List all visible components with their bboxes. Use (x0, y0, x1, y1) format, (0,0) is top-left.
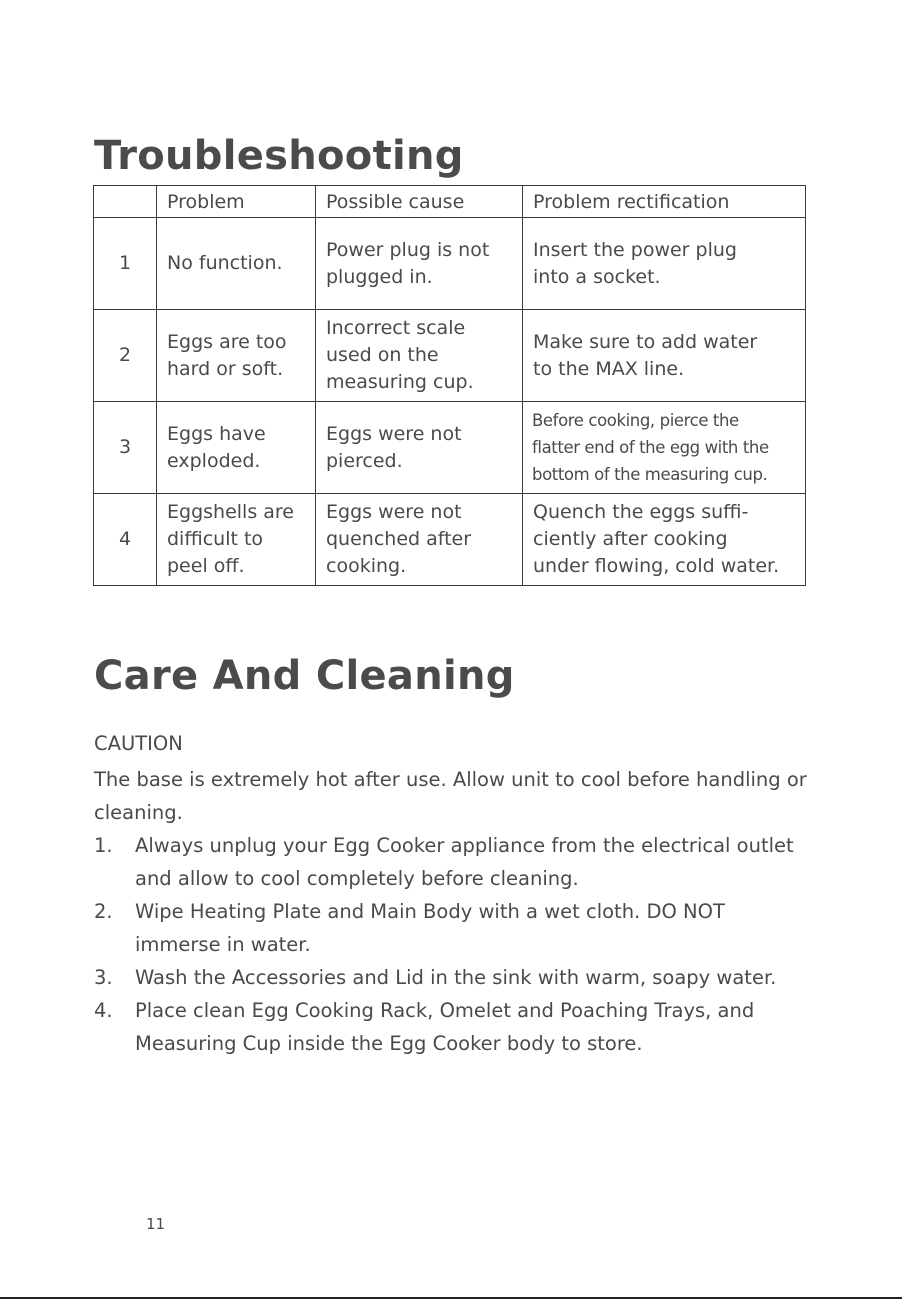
step-number: 1. (94, 834, 113, 857)
row-rectification: Quench the eggs suffi- ciently after cooking under flowing, cold water. (523, 494, 806, 586)
row-cause: Eggs were not pierced. (316, 402, 523, 494)
page-number: 11 (146, 1215, 166, 1233)
troubleshooting-title: Troubleshooting (94, 133, 464, 179)
list-item (94, 994, 814, 1060)
row-cause: Power plug is not plugged in. (316, 218, 523, 310)
row-problem: Eggs have exploded. (157, 402, 316, 494)
header-cause: Possible cause (316, 186, 523, 218)
list-item (94, 961, 814, 994)
step-text: Place clean Egg Cooking Rack, Omelet and Poaching Trays, and Measuring Cup inside the Egg Cooker body to store. (135, 999, 755, 1055)
caution-label: CAUTION (94, 732, 183, 755)
step-number: 4. (94, 999, 113, 1022)
row-problem: Eggshells are difficult to peel off. (157, 494, 316, 586)
row-problem: Eggs are too hard or soft. (157, 310, 316, 402)
row-rectification: Before cooking, pierce the flatter end of the egg with the bottom of the measuring cup. (523, 402, 806, 494)
step-text: Wash the Accessories and Lid in the sink with warm, soapy water. (135, 966, 777, 989)
table-header-row (94, 186, 806, 218)
step-number: 3. (94, 966, 113, 989)
cleaning-steps-list (94, 829, 814, 1060)
table-row (94, 494, 806, 586)
row-number: 1 (94, 218, 157, 310)
header-rectification: Problem rectification (523, 186, 806, 218)
header-problem: Problem (157, 186, 316, 218)
list-item (94, 829, 814, 895)
table-row (94, 310, 806, 402)
step-text: Wipe Heating Plate and Main Body with a wet cloth. DO NOT immerse in water. (135, 900, 725, 956)
table-row (94, 402, 806, 494)
row-problem: No function. (157, 218, 316, 310)
row-rectification: Insert the power plug into a socket. (523, 218, 806, 310)
row-number: 4 (94, 494, 157, 586)
care-cleaning-title: Care And Cleaning (94, 653, 515, 699)
troubleshooting-table (93, 185, 806, 586)
header-num (94, 186, 157, 218)
table-row (94, 218, 806, 310)
row-cause: Eggs were not quenched after cooking. (316, 494, 523, 586)
step-text: Always unplug your Egg Cooker appliance from the electrical outlet and allow to cool completely before cleaning. (135, 834, 794, 890)
step-number: 2. (94, 900, 113, 923)
row-number: 2 (94, 310, 157, 402)
caution-text: The base is extremely hot after use. Allow unit to cool before handling or cleaning. (94, 768, 807, 824)
row-number: 3 (94, 402, 157, 494)
row-rectification: Make sure to add water to the MAX line. (523, 310, 806, 402)
row-cause: Incorrect scale used on the measuring cup. (316, 310, 523, 402)
list-item (94, 895, 814, 961)
